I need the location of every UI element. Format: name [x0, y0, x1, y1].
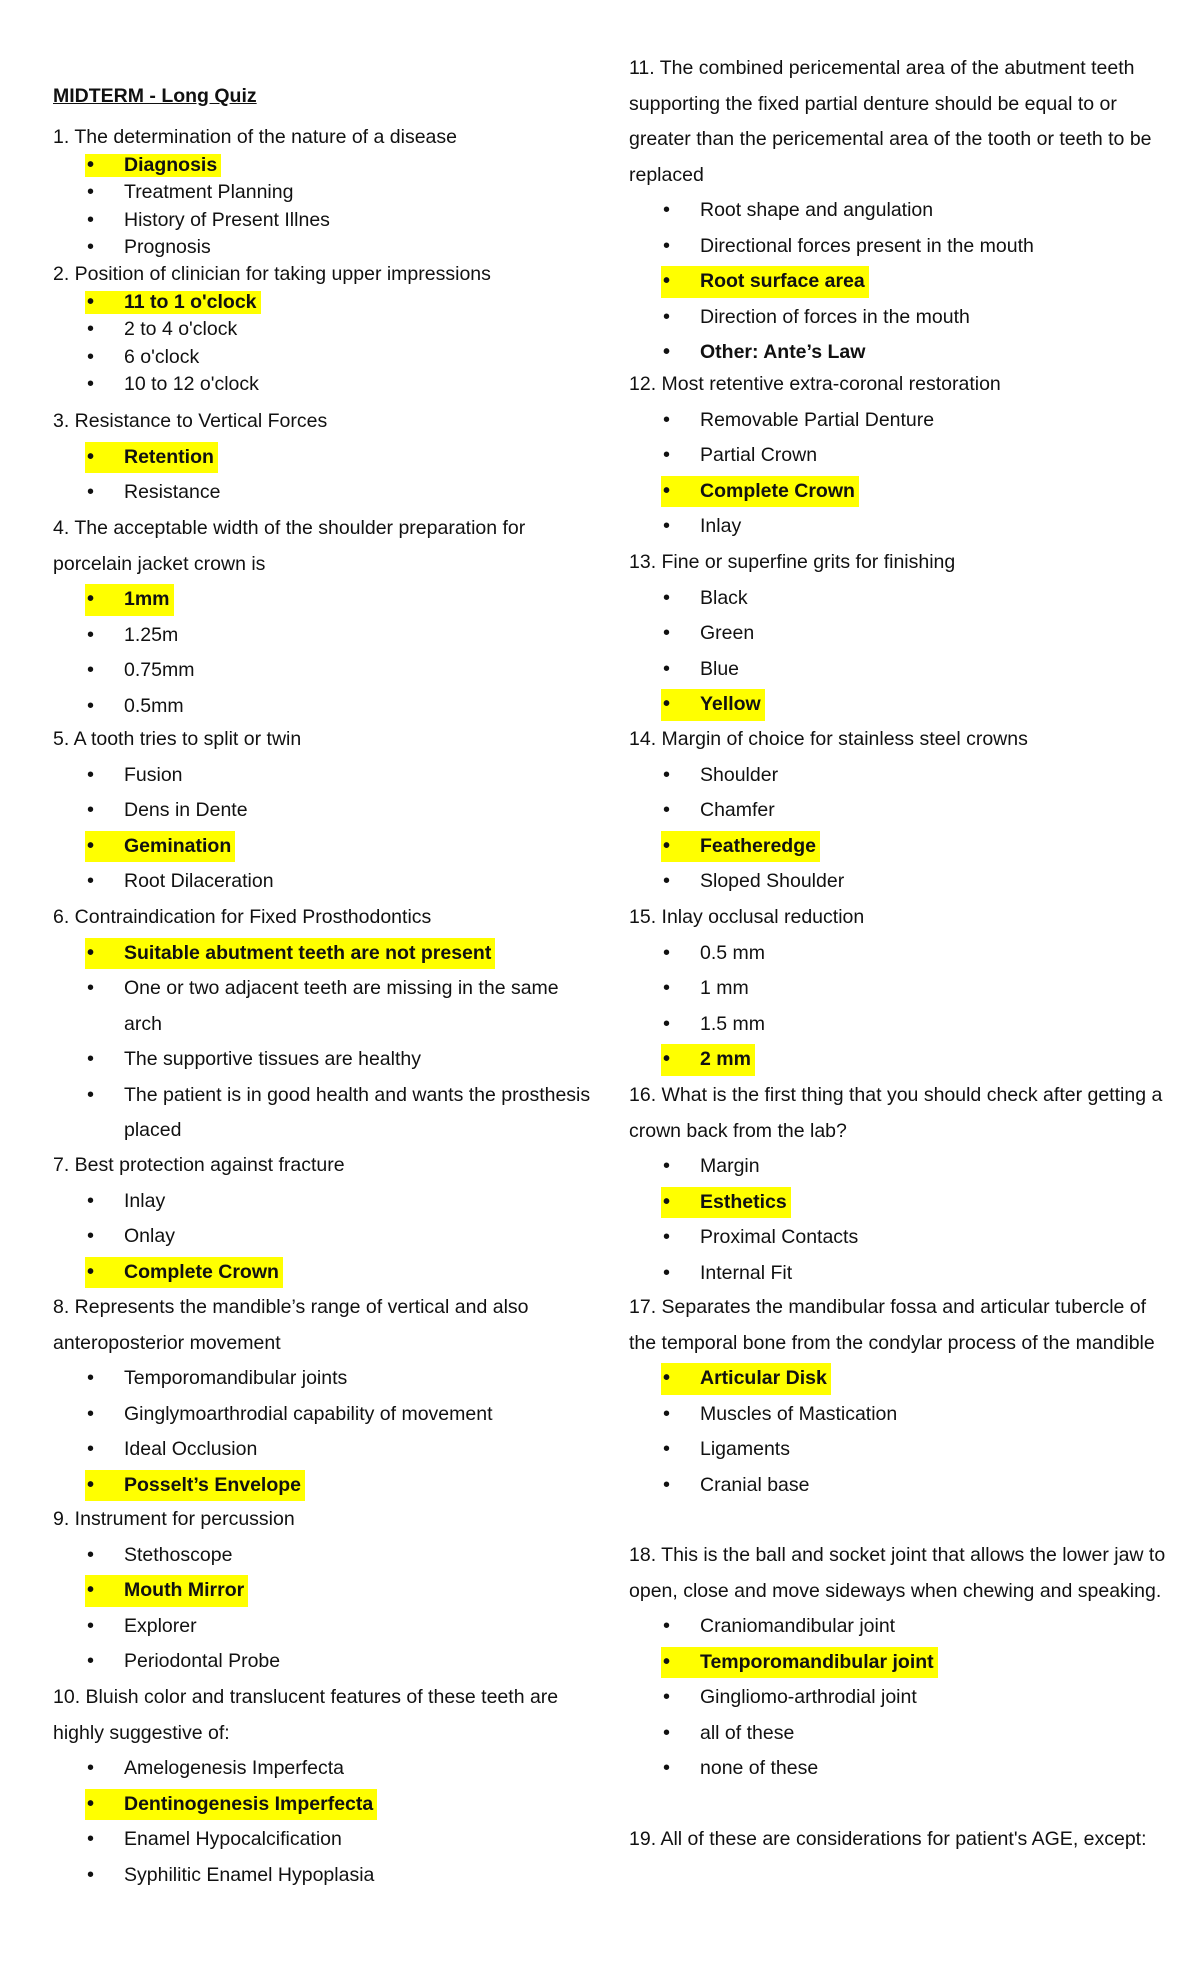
option-label: Enamel Hypocalcification — [124, 1828, 342, 1850]
answer-option — [629, 793, 1174, 829]
correct-answer-option — [629, 1645, 1174, 1681]
option-label: Syphilitic Enamel Hypoplasia — [124, 1863, 375, 1886]
answer-option — [629, 1256, 1174, 1292]
correct-answer-option — [53, 829, 593, 865]
answer-options — [53, 1184, 593, 1291]
option-label: Directional forces present in the mouth — [700, 234, 1034, 257]
option-label: Retention — [124, 445, 214, 468]
question-19 — [629, 1822, 1174, 1858]
option-label: One or two adjacent teeth are missing in the same arch — [124, 977, 559, 1035]
option-label: Direction of forces in the mouth — [700, 305, 970, 328]
option-label: Gingliomo-arthrodial joint — [700, 1686, 917, 1708]
answer-option — [53, 1042, 593, 1078]
answer-option — [53, 971, 593, 1042]
answer-option — [629, 581, 1174, 617]
option-label: 6 o'clock — [124, 345, 200, 368]
option-label: Craniomandibular joint — [700, 1615, 896, 1637]
answer-options — [629, 936, 1174, 1078]
option-label: Explorer — [124, 1614, 197, 1637]
question-9 — [53, 1502, 593, 1680]
answer-options — [629, 1361, 1174, 1503]
question-text: 10. Bluish color and translucent features of these teeth are highly suggestive of: — [53, 1686, 559, 1744]
answer-option — [53, 1219, 593, 1255]
question-text: 9. Instrument for percussion — [53, 1508, 295, 1530]
answer-option — [53, 1184, 593, 1220]
question-3 — [53, 404, 593, 511]
option-label: Inlay — [700, 515, 742, 537]
option-label: Root Dilaceration — [124, 870, 274, 892]
correct-answer-option — [629, 1361, 1174, 1397]
option-label: Prognosis — [124, 236, 211, 258]
option-label: 0.5mm — [124, 694, 184, 717]
answer-option — [629, 1149, 1174, 1185]
answer-options — [53, 1751, 593, 1893]
question-18 — [629, 1538, 1174, 1787]
answer-option — [53, 864, 593, 900]
question-text: 3. Resistance to Vertical Forces — [53, 410, 328, 432]
correct-answer-option — [53, 152, 593, 180]
option-label: History of Present Illnes — [124, 208, 330, 231]
question-10 — [53, 1680, 593, 1893]
answer-option — [53, 344, 593, 372]
option-label: 10 to 12 o'clock — [124, 373, 259, 395]
question-11 — [629, 51, 1174, 371]
answer-option — [629, 652, 1174, 688]
answer-option — [53, 371, 593, 399]
option-label: Onlay — [124, 1225, 175, 1247]
answer-option — [53, 207, 593, 235]
option-label: Green — [700, 622, 755, 644]
answer-option — [629, 1397, 1174, 1433]
option-label: Internal Fit — [700, 1261, 793, 1284]
option-label: Suitable abutment teeth are not present — [124, 941, 492, 964]
option-label: Muscles of Mastication — [700, 1402, 898, 1425]
option-label: all of these — [700, 1721, 795, 1744]
question-4 — [53, 511, 593, 724]
option-label: Ideal Occlusion — [124, 1438, 258, 1460]
correct-answer-option — [53, 1573, 593, 1609]
option-label: Resistance — [124, 481, 221, 503]
option-label: Dens in Dente — [124, 799, 248, 821]
question-6 — [53, 900, 593, 1149]
question-text: 8. Represents the mandible’s range of vertical and also anteroposterior movement — [53, 1296, 529, 1354]
answer-option — [629, 193, 1174, 229]
option-label: Root shape and angulation — [700, 199, 934, 221]
correct-answer-option — [53, 1468, 593, 1504]
answer-option — [53, 1078, 593, 1149]
option-label: Removable Partial Denture — [700, 408, 935, 431]
question-17 — [629, 1290, 1174, 1503]
question-2 — [53, 261, 593, 399]
answer-option — [629, 438, 1174, 474]
option-label: Cranial base — [700, 1473, 810, 1496]
question-14 — [629, 722, 1174, 900]
question-text: 18. This is the ball and socket joint that allows the lower jaw to open, close and move sideways when chewing and speaking. — [629, 1544, 1166, 1602]
option-label: Diagnosis — [124, 153, 218, 176]
option-label: Esthetics — [700, 1190, 787, 1213]
option-label: 1mm — [124, 588, 170, 610]
answer-option — [53, 653, 593, 689]
option-label: Amelogenesis Imperfecta — [124, 1757, 345, 1779]
answer-option — [53, 793, 593, 829]
answer-option — [53, 758, 593, 794]
answer-options — [53, 440, 593, 511]
answer-option — [629, 864, 1174, 900]
answer-option — [53, 618, 593, 654]
question-text: 11. The combined pericemental area of the abutment teeth supporting the fixed partial denture should be equal to or greater than the pericemental area of the tooth or teeth to be replaced — [629, 57, 1152, 186]
answer-options — [629, 403, 1174, 545]
question-13 — [629, 545, 1174, 723]
question-text: 12. Most retentive extra-coronal restoration — [629, 373, 1001, 395]
answer-options — [629, 758, 1174, 900]
answer-options — [629, 1609, 1174, 1787]
answer-option — [53, 1361, 593, 1397]
answer-option — [53, 316, 593, 344]
question-1 — [53, 124, 593, 262]
answer-option — [629, 616, 1174, 652]
option-label: Gemination — [124, 834, 232, 857]
option-label: The supportive tissues are healthy — [124, 1048, 421, 1070]
option-label: Ligaments — [700, 1438, 790, 1460]
option-label: Featheredge — [700, 834, 816, 857]
answer-option — [629, 1609, 1174, 1645]
question-5 — [53, 722, 593, 900]
question-7 — [53, 1148, 593, 1290]
answer-options — [53, 1538, 593, 1680]
option-label: Articular Disk — [700, 1367, 827, 1389]
answer-option — [53, 1538, 593, 1574]
question-text: 19. All of these are considerations for patient's AGE, except: — [629, 1828, 1147, 1850]
correct-answer-option — [53, 582, 593, 618]
option-label: 1 mm — [700, 977, 749, 999]
option-label: Chamfer — [700, 799, 775, 821]
question-12 — [629, 367, 1174, 545]
question-text: 2. Position of clinician for taking upper impressions — [53, 263, 491, 285]
answer-option — [629, 1432, 1174, 1468]
answer-options — [53, 289, 593, 399]
question-text: 5. A tooth tries to split or twin — [53, 728, 302, 750]
correct-answer-option — [53, 1255, 593, 1291]
option-label: 1.25m — [124, 623, 179, 646]
correct-answer-option — [53, 289, 593, 317]
answer-option — [629, 1751, 1174, 1787]
option-label: Blue — [700, 657, 740, 680]
question-text: 7. Best protection against fracture — [53, 1154, 345, 1176]
option-label: 11 to 1 o'clock — [124, 290, 257, 313]
answer-option — [629, 509, 1174, 545]
correct-answer-option — [629, 687, 1174, 723]
answer-option — [629, 936, 1174, 972]
correct-answer-option — [629, 474, 1174, 510]
option-label: Partial Crown — [700, 444, 818, 466]
option-label: Periodontal Probe — [124, 1650, 281, 1672]
answer-option — [629, 1007, 1174, 1043]
question-text: 4. The acceptable width of the shoulder preparation for porcelain jacket crown is — [53, 517, 526, 575]
question-15 — [629, 900, 1174, 1078]
option-label: Temporomandibular joints — [124, 1367, 348, 1389]
question-8 — [53, 1290, 593, 1503]
answer-option — [53, 1609, 593, 1645]
option-label: Complete Crown — [700, 479, 855, 502]
correct-answer-option — [629, 1185, 1174, 1221]
answer-option — [53, 1751, 593, 1787]
option-label: The patient is in good health and wants the prosthesis placed — [124, 1083, 591, 1141]
question-text: 13. Fine or superfine grits for finishing — [629, 551, 956, 573]
answer-option — [53, 179, 593, 207]
option-label: Inlay — [124, 1189, 166, 1212]
answer-option — [53, 1397, 593, 1433]
correct-answer-option — [53, 440, 593, 476]
option-label: Complete Crown — [124, 1260, 279, 1283]
answer-option — [53, 475, 593, 511]
question-text: 17. Separates the mandibular fossa and articular tubercle of the temporal bone from the condylar process of the mandible — [629, 1296, 1155, 1354]
option-label: Black — [700, 586, 748, 609]
option-label: 0.75mm — [124, 659, 195, 681]
question-text: 6. Contraindication for Fixed Prosthodontics — [53, 906, 432, 928]
answer-option — [629, 300, 1174, 336]
option-label: Posselt’s Envelope — [124, 1473, 302, 1496]
answer-option — [53, 1432, 593, 1468]
option-label: Root surface area — [700, 270, 865, 292]
correct-answer-option — [629, 829, 1174, 865]
answer-options — [53, 582, 593, 724]
option-label: none of these — [700, 1757, 819, 1779]
option-label: Proximal Contacts — [700, 1226, 859, 1248]
answer-option — [629, 1680, 1174, 1716]
answer-options — [53, 758, 593, 900]
question-text: 1. The determination of the nature of a disease — [53, 126, 457, 148]
answer-option — [629, 1468, 1174, 1504]
correct-answer-option — [629, 1042, 1174, 1078]
answer-option — [53, 234, 593, 262]
answer-options — [629, 1149, 1174, 1291]
answer-option — [629, 1716, 1174, 1752]
answer-option — [629, 335, 1174, 371]
answer-options — [53, 152, 593, 262]
option-label: 0.5 mm — [700, 941, 766, 964]
question-text: 15. Inlay occlusal reduction — [629, 906, 865, 928]
option-label: Other: Ante’s Law — [700, 341, 866, 363]
option-label: Mouth Mirror — [124, 1579, 245, 1601]
answer-option — [629, 971, 1174, 1007]
option-label: Ginglymoarthrodial capability of movement — [124, 1402, 493, 1425]
option-label: 1.5 mm — [700, 1012, 766, 1035]
option-label: Temporomandibular joint — [700, 1650, 934, 1673]
answer-options — [53, 1361, 593, 1503]
answer-option — [629, 758, 1174, 794]
answer-option — [53, 1644, 593, 1680]
option-label: 2 to 4 o'clock — [124, 318, 238, 340]
question-text: 14. Margin of choice for stainless steel crowns — [629, 728, 1028, 750]
option-label: Fusion — [124, 763, 183, 786]
answer-option — [53, 1822, 593, 1858]
option-label: Dentinogenesis Imperfecta — [124, 1792, 374, 1815]
answer-option — [53, 1858, 593, 1894]
option-label: Yellow — [700, 693, 761, 715]
question-text: 16. What is the first thing that you should check after getting a crown back from the lab? — [629, 1084, 1163, 1142]
answer-options — [629, 581, 1174, 723]
option-label: Sloped Shoulder — [700, 870, 845, 892]
answer-options — [629, 193, 1174, 371]
answer-options — [53, 936, 593, 1149]
answer-option — [629, 403, 1174, 439]
correct-answer-option — [629, 264, 1174, 300]
option-label: 2 mm — [700, 1048, 751, 1070]
option-label: Margin — [700, 1155, 760, 1177]
option-label: Shoulder — [700, 763, 779, 786]
correct-answer-option — [53, 1787, 593, 1823]
question-16 — [629, 1078, 1174, 1291]
answer-option — [629, 1220, 1174, 1256]
option-label: Treatment Planning — [124, 181, 294, 203]
correct-answer-option — [53, 936, 593, 972]
answer-option — [629, 229, 1174, 265]
answer-option — [53, 689, 593, 725]
option-label: Stethoscope — [124, 1543, 233, 1566]
document-title: MIDTERM - Long Quiz — [53, 85, 257, 107]
